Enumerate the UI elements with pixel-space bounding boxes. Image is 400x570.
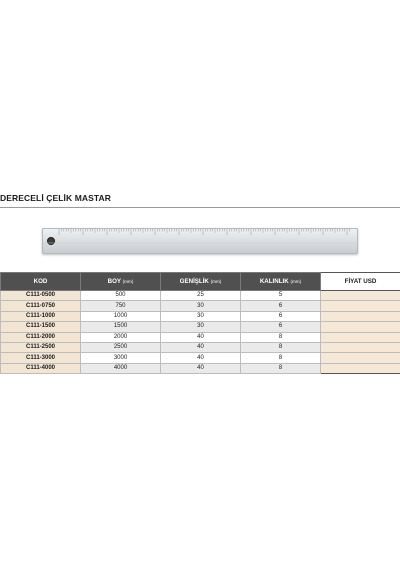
cell-thickness: 6 (241, 301, 321, 311)
cell-code: C111-1500 (1, 322, 81, 332)
table-row (1, 342, 400, 352)
cell-thickness: 8 (241, 363, 321, 373)
cell-price (321, 332, 400, 342)
cell-thickness: 8 (241, 353, 321, 363)
cell-thickness: 5 (241, 291, 321, 301)
table-row (1, 291, 400, 301)
cell-price (321, 311, 400, 321)
cell-length: 1500 (81, 322, 161, 332)
cell-code: C111-4000 (1, 363, 81, 373)
cell-length: 1000 (81, 311, 161, 321)
cell-width: 40 (161, 332, 241, 342)
cell-price (321, 322, 400, 332)
table-row (1, 322, 400, 332)
table-row (1, 311, 400, 321)
steel-ruler-icon (42, 228, 358, 254)
cell-price (321, 353, 400, 363)
cell-length: 500 (81, 291, 161, 301)
spec-table (0, 272, 400, 374)
ruler-scale (43, 229, 357, 253)
cell-width: 30 (161, 322, 241, 332)
cell-thickness: 6 (241, 322, 321, 332)
cell-length: 3000 (81, 353, 161, 363)
cell-width: 30 (161, 311, 241, 321)
cell-price (321, 301, 400, 311)
product-image (0, 222, 400, 272)
cell-code: C111-0750 (1, 301, 81, 311)
cell-length: 2000 (81, 332, 161, 342)
cell-length: 4000 (81, 363, 161, 373)
cell-width: 25 (161, 291, 241, 301)
cell-code: C111-1000 (1, 311, 81, 321)
cell-thickness: 6 (241, 311, 321, 321)
table-row (1, 363, 400, 373)
column-header-price: FİYAT USD (321, 273, 400, 291)
cell-width: 40 (161, 363, 241, 373)
title-divider (0, 207, 400, 208)
cell-width: 40 (161, 353, 241, 363)
cell-code: C111-0500 (1, 291, 81, 301)
cell-width: 40 (161, 342, 241, 352)
cell-length: 2500 (81, 342, 161, 352)
column-header-width: GENİŞLİK (mm) (161, 273, 241, 291)
table-row (1, 353, 400, 363)
column-header-length: BOY (mm) (81, 273, 161, 291)
cell-thickness: 8 (241, 332, 321, 342)
table-row (1, 332, 400, 342)
cell-length: 750 (81, 301, 161, 311)
cell-price (321, 291, 400, 301)
cell-code: C111-3000 (1, 353, 81, 363)
cell-thickness: 8 (241, 342, 321, 352)
cell-code: C111-2000 (1, 332, 81, 342)
cell-width: 30 (161, 301, 241, 311)
column-header-thickness: KALINLIK (mm) (241, 273, 321, 291)
cell-price (321, 363, 400, 373)
table-row (1, 301, 400, 311)
page-title: DERECELİ ÇELİK MASTAR (0, 193, 112, 203)
cell-price (321, 342, 400, 352)
column-header-code: KOD (1, 273, 81, 291)
table-header-row (1, 273, 400, 291)
cell-code: C111-2500 (1, 342, 81, 352)
